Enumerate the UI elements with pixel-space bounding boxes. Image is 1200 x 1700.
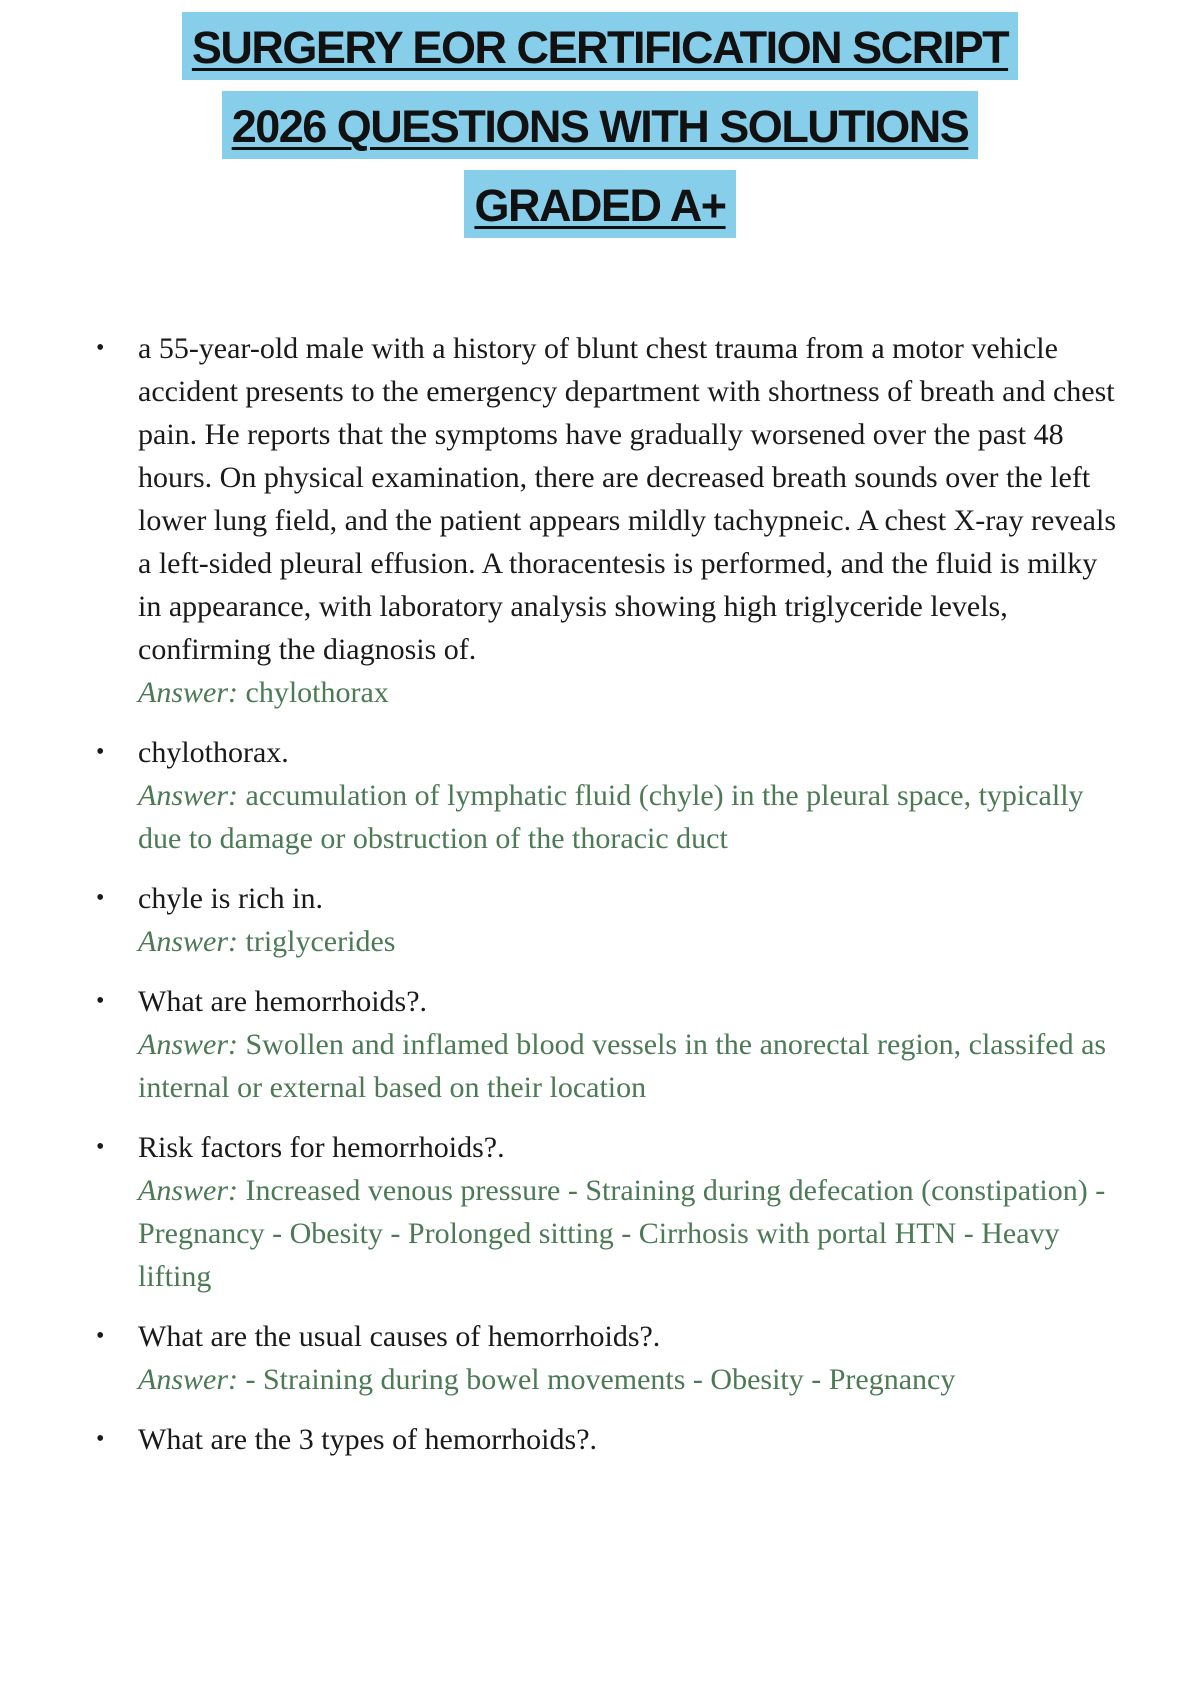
- question-text: What are the usual causes of hemorrhoids?.: [138, 1320, 661, 1353]
- answer-label: Answer:: [138, 676, 238, 709]
- title-text-1: SURGERY EOR CERTIFICATION SCRIPT: [182, 12, 1018, 80]
- bullet-icon: •: [96, 739, 105, 765]
- question-text: chyle is rich in.: [138, 882, 323, 915]
- bullet-icon: •: [96, 335, 105, 361]
- question-text: chylothorax.: [138, 736, 289, 769]
- list-item: [96, 327, 1126, 714]
- answer-block: [138, 1169, 1126, 1298]
- answer-block: [138, 1023, 1126, 1109]
- question-answer-list: [96, 327, 1126, 1478]
- question-text: a 55-year-old male with a history of blunt chest trauma from a motor vehicle accident presents to the emergency department with shortness of breath and chest pain. He reports that the symptoms have gradually worsened over the past 48 hours. On physical examination, there are decreased breath sounds over the left lower lung field, and the patient appears mildly tachypneic. A chest X-ray reveals a left-sided pleural effusion. A thoracentesis is performed, and the fluid is milky in appearance, with laboratory analysis showing high triglyceride levels, confirming the diagnosis of.: [138, 332, 1117, 666]
- list-item: [96, 980, 1126, 1109]
- answer-label: Answer:: [138, 779, 238, 812]
- answer-block: [138, 671, 1126, 714]
- answer-text: chylothorax: [245, 676, 389, 709]
- list-item: [96, 1126, 1126, 1298]
- answer-label: Answer:: [138, 1174, 238, 1207]
- bullet-icon: •: [96, 885, 105, 911]
- answer-text: Swollen and inflamed blood vessels in the anorectal region, classifed as internal or external based on their location: [138, 1028, 1107, 1104]
- answer-text: Increased venous pressure - Straining during defecation (constipation) - Pregnancy - Obesity - Prolonged sitting - Cirrhosis with portal HTN - Heavy lifting: [138, 1174, 1106, 1293]
- bullet-icon: •: [96, 988, 105, 1014]
- title-line-1: [0, 6, 1200, 85]
- title-line-3: [0, 164, 1200, 243]
- answer-label: Answer:: [138, 1028, 238, 1061]
- bullet-icon: •: [96, 1134, 105, 1160]
- question-text: What are hemorrhoids?.: [138, 985, 428, 1018]
- title-text-2: 2026 QUESTIONS WITH SOLUTIONS: [222, 91, 979, 159]
- list-item: [96, 1315, 1126, 1401]
- list-item: [96, 1418, 1126, 1461]
- document-title: [0, 6, 1200, 243]
- bullet-icon: •: [96, 1426, 105, 1452]
- answer-block: [138, 920, 1126, 963]
- answer-block: [138, 774, 1126, 860]
- answer-label: Answer:: [138, 1363, 238, 1396]
- answer-text: accumulation of lymphatic fluid (chyle) in the pleural space, typically due to damage or obstruction of the thoracic duct: [138, 779, 1084, 855]
- list-item: [96, 877, 1126, 963]
- title-text-3: GRADED A+: [464, 170, 735, 238]
- bullet-icon: •: [96, 1323, 105, 1349]
- answer-text: triglycerides: [245, 925, 396, 958]
- title-line-2: [0, 85, 1200, 164]
- question-text: What are the 3 types of hemorrhoids?.: [138, 1423, 598, 1456]
- question-text: Risk factors for hemorrhoids?.: [138, 1131, 505, 1164]
- answer-block: [138, 1358, 1126, 1401]
- answer-label: Answer:: [138, 925, 238, 958]
- list-item: [96, 731, 1126, 860]
- answer-text: - Straining during bowel movements - Obesity - Pregnancy: [245, 1363, 956, 1396]
